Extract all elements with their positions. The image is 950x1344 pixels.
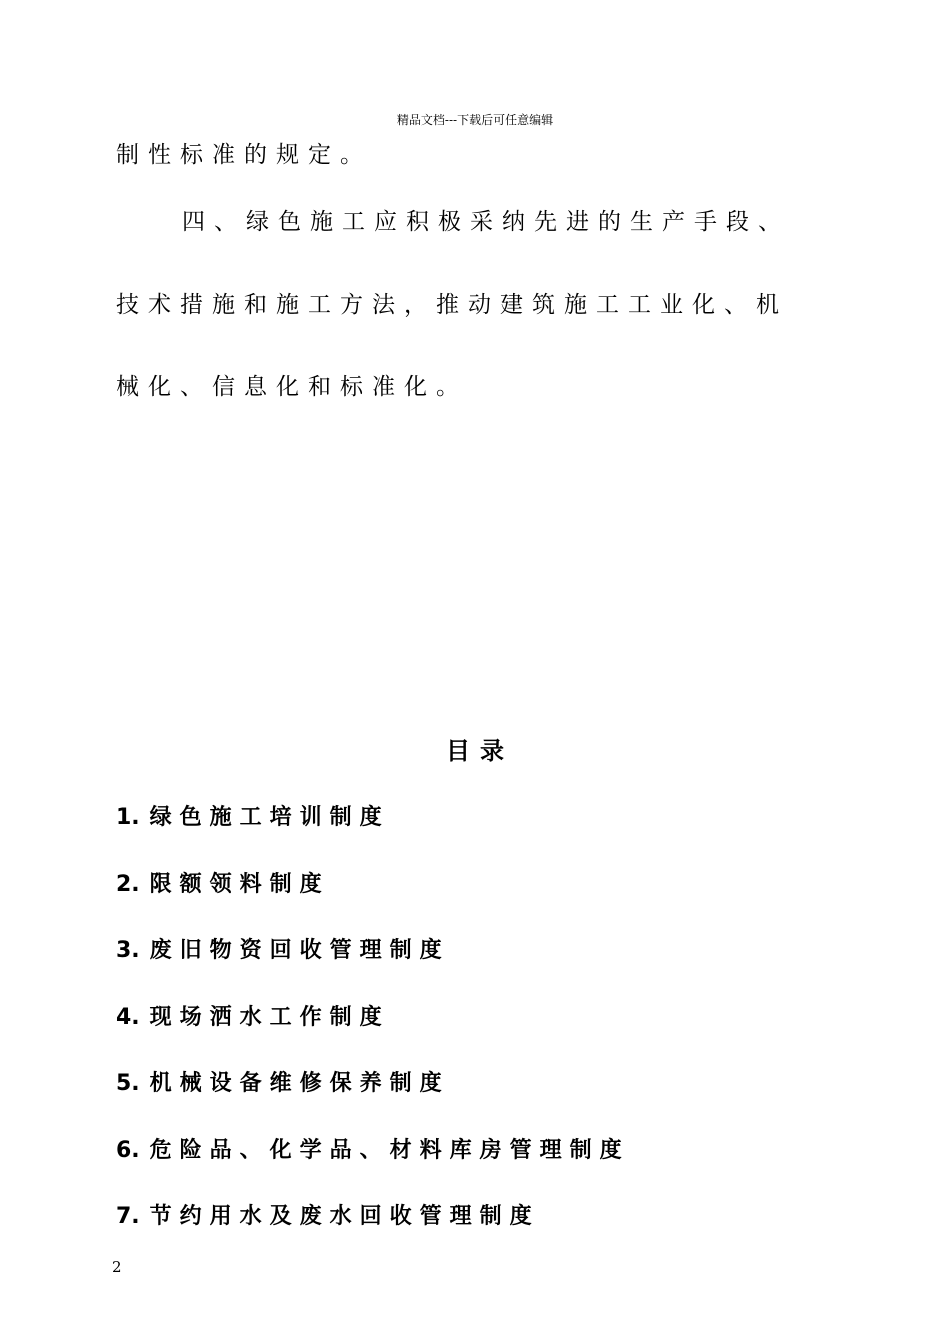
toc-item [116,1201,630,1268]
table-of-contents [116,802,630,1268]
toc-item-number: 4. [116,1004,140,1030]
toc-item-number: 3. [116,938,140,963]
body-line-1: 制性标准的规定。 [116,142,372,168]
body-line-4: 械化、信息化和标准化。 [116,374,468,400]
toc-item-label: 危险品、化学品、材料库房管理制度 [149,1137,630,1163]
toc-item [116,802,630,869]
toc-item-label: 限额领料制度 [149,871,330,897]
toc-item-number: 6. [116,1137,140,1163]
header-note: 精品文档---下载后可任意编辑 [396,113,554,127]
toc-title: 目录 [446,737,514,765]
toc-item [116,869,630,936]
body-line-3: 技术措施和施工方法，推动建筑施工工业化、机 [116,292,788,318]
toc-item [116,1002,630,1069]
toc-item [116,1135,630,1202]
toc-item-label: 现场洒水工作制度 [149,1004,390,1030]
body-line-2: 四、绿色施工应积极采纳先进的生产手段、 [182,209,790,235]
toc-item-number: 2. [116,871,140,897]
toc-item-label: 废旧物资回收管理制度 [149,938,450,963]
toc-item-label: 节约用水及废水回收管理制度 [149,1204,540,1229]
toc-item-label: 机械设备维修保养制度 [149,1071,450,1096]
toc-item-number: 1. [116,805,140,830]
toc-item [116,935,630,1002]
page-number: 2 [112,1258,122,1276]
toc-item-number: 5. [116,1071,140,1096]
toc-item-number: 7. [116,1204,140,1229]
toc-item [116,1068,630,1135]
toc-item-label: 绿色施工培训制度 [149,805,390,830]
